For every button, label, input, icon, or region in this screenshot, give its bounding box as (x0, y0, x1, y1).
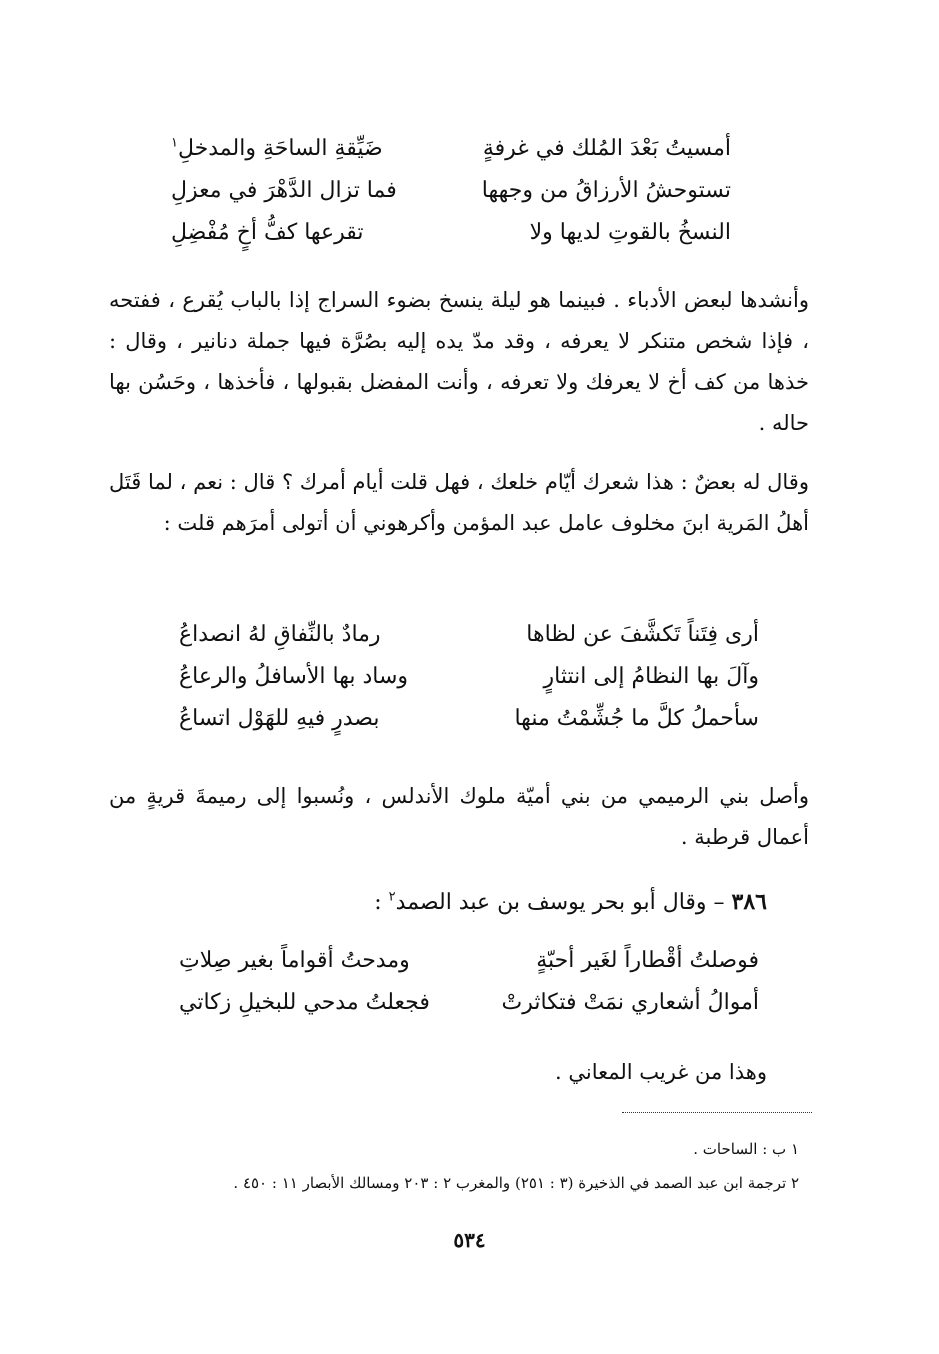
entry-number: ٣٨٦ (731, 889, 767, 915)
verse-line (171, 212, 731, 254)
verse-line (171, 170, 731, 212)
verse-line (179, 656, 759, 698)
verse-line (179, 698, 759, 740)
poem-3 (179, 940, 759, 1024)
verse-line (171, 128, 731, 170)
verse-second-hemistich: رمادٌ بالنِّفاقِ لهُ انصداعُ (179, 622, 381, 647)
verse-second-text: ضَيِّقةِ الساحَةِ والمدخلِ (177, 136, 383, 161)
footnote-marker: ١ (171, 135, 178, 151)
prose-paragraph: وأصل بني الرميمي من بني أميّة ملوك الأندلس ، ونُسبوا إلى رميمةَ قريةٍ من أعمال قرطبة . (109, 784, 809, 849)
verse-second-hemistich: فجعلتُ مدحي للبخيلِ زكاتي (179, 990, 430, 1015)
verse-line (179, 982, 759, 1024)
footnote: ٢ ترجمة ابن عبد الصمد في الذخيرة (٣ : ٢٥١) والمغرب ٢ : ٢٠٣ ومسالك الأبصار ١١ : ٤٥٠ . (233, 1174, 799, 1192)
entry-text: – وقال أبو بحر يوسف بن عبد الصمد (395, 890, 725, 915)
verse-second-hemistich: وساد بها الأسافلُ والرعاعُ (179, 664, 409, 689)
verse-first-hemistich: سأحملُ كلَّ ما جُشِّمْتُ منها (514, 706, 759, 731)
poem-1 (171, 128, 731, 254)
footnote: ١ ب : الساحات . (693, 1140, 799, 1158)
verse-first-hemistich: أمسيتُ بَعْدَ المُلك في غرفةٍ (482, 136, 731, 161)
verse-line (179, 940, 759, 982)
entry-heading (374, 882, 767, 923)
verse-first-hemistich: أرى فِتَناً تَكشَّفَ عن لظاها (526, 622, 759, 647)
verse-second-hemistich: فما تزال الدَّهْرَ في معزلِ (171, 178, 397, 203)
verse-second-hemistich: بصدرٍ فيهِ للهَوْل اتساعُ (179, 706, 380, 731)
verse-line (179, 614, 759, 656)
verse-second-hemistich (171, 128, 383, 170)
entry-colon: : (374, 890, 389, 915)
verse-second-hemistich: تقرعها كفُّ أخٍ مُفْضِلِ (171, 220, 364, 245)
verse-first-hemistich: أموالُ أشعاري نمَتْ فتكاثرتْ (501, 990, 759, 1015)
page-number: ٥٣٤ (453, 1228, 486, 1252)
prose-paragraph: وهذا من غريب المعاني . (555, 1060, 767, 1084)
poem-2 (179, 614, 759, 740)
verse-second-hemistich: ومدحتُ أقواماً بغير صِلاتِ (179, 948, 410, 973)
prose-paragraph: وقال له بعضٌ : هذا شعرك أيّام خلعك ، فهل قلت أيام أمرك ؟ قال : نعم ، لما قَتَل أهلُ المَرية ابنَ مخلوف عامل عبد المؤمن وأكرهوني أن أتولى أمرَهم قلت : (109, 470, 809, 535)
prose-paragraph: وأنشدها لبعض الأدباء . فبينما هو ليلة ينسخ بضوء السراج إذا بالباب يُقرع ، ففتحه ، فإذا شخص متنكر لا يعرفه ، وقد مدّ يده إليه بصُرَّة فيها جملة دنانير ، وقال : خذها من كف أخ لا يعرفك ولا تعرفه ، وأنت المفضل بقبولها ، فأخذها ، وحَسُن بها حاله . (109, 288, 809, 435)
verse-first-hemistich: وآلَ بها النظامُ إلى انتثارٍ (543, 664, 759, 689)
verse-first-hemistich: النسخُ بالقوتِ لديها ولا (529, 220, 731, 245)
footnote-separator (622, 1112, 812, 1113)
verse-first-hemistich: فوصلتُ أقْطاراً لغَير أحبّةٍ (536, 948, 759, 973)
footnote-marker: ٢ (388, 889, 396, 905)
verse-first-hemistich: تستوحشُ الأرزاقُ من وجهها (481, 178, 731, 203)
